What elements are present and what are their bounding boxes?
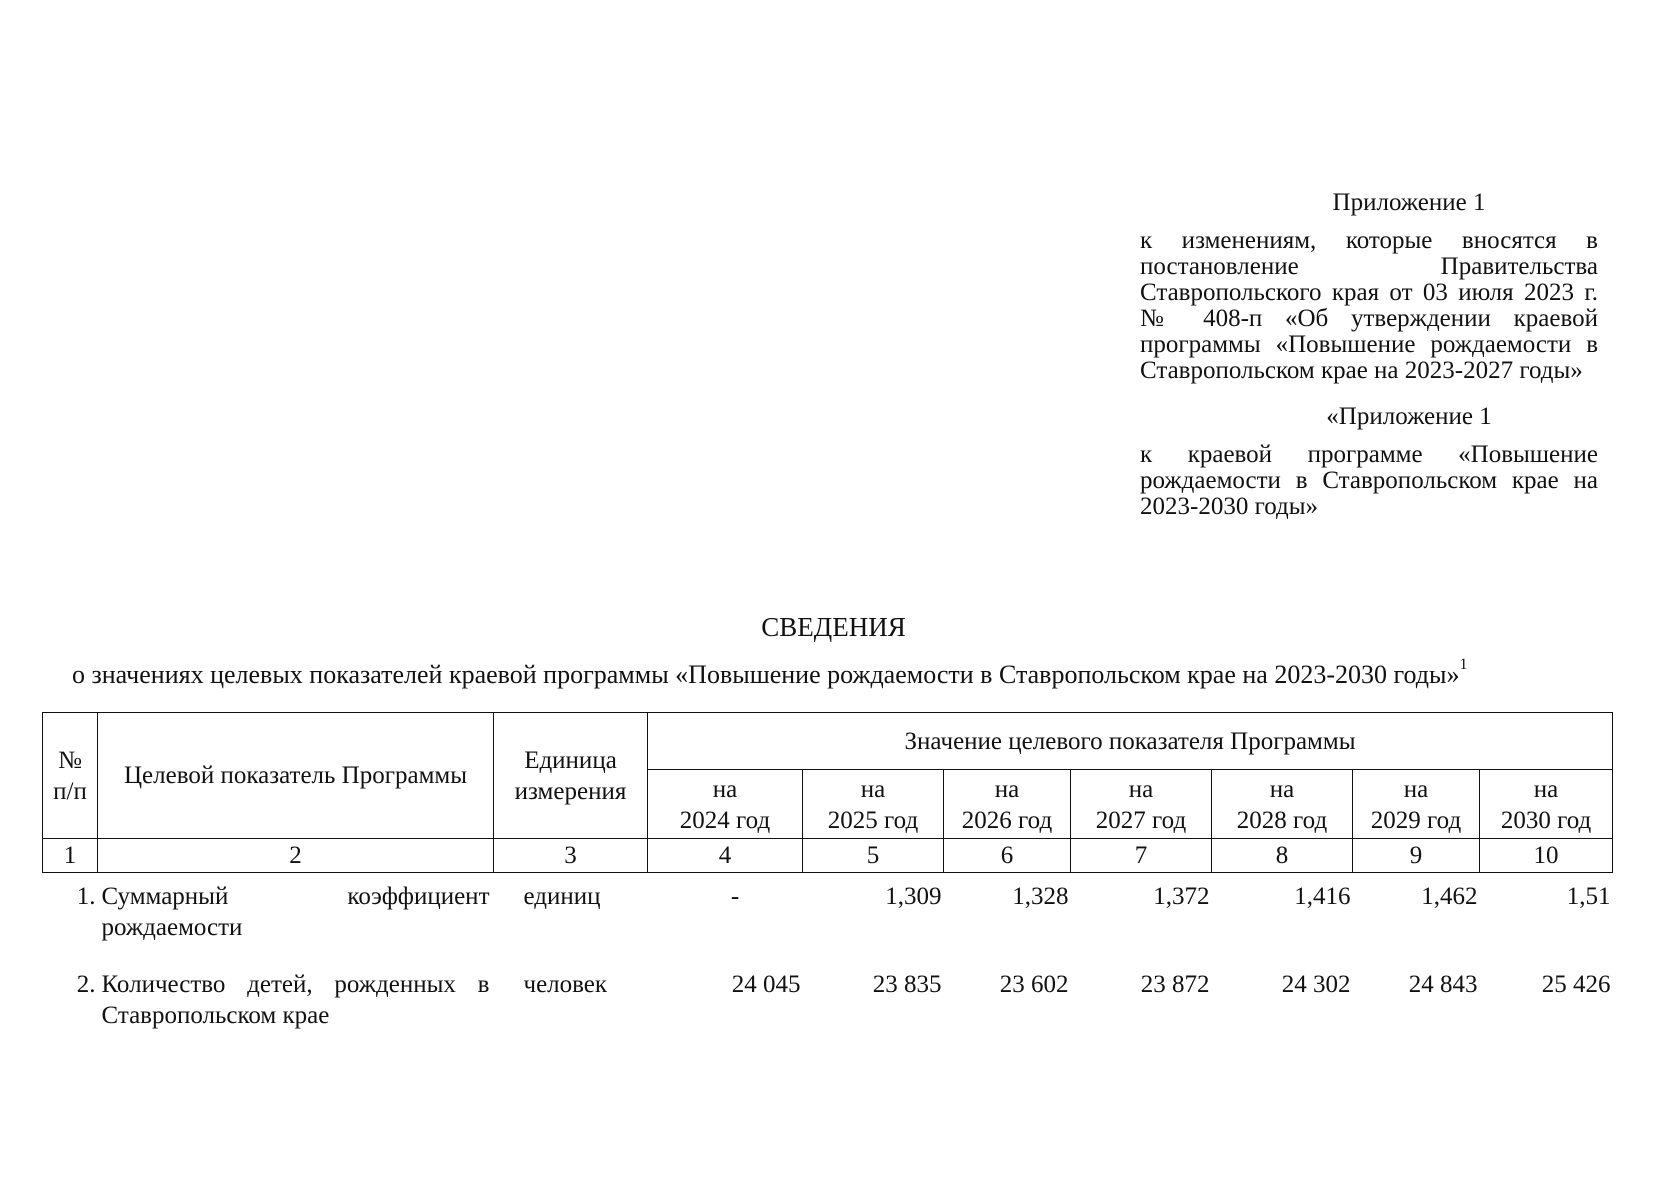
value-cell: 24 045 bbox=[731, 971, 801, 998]
unit-cell: человек bbox=[523, 971, 608, 998]
column-numbers-row bbox=[43, 839, 1613, 873]
value-cell: 24 302 bbox=[1281, 971, 1351, 998]
appendix-heading-2: «Приложение 1 bbox=[1326, 403, 1492, 430]
value-cell: 1,462 bbox=[1421, 883, 1478, 910]
document-subtitle bbox=[72, 656, 1468, 690]
header-indicator: Целевой показатель Программы bbox=[98, 713, 494, 839]
header-no: № п/п bbox=[43, 713, 98, 839]
value-cell: 1,328 bbox=[1012, 883, 1069, 910]
header-unit: Единица измерения bbox=[494, 713, 648, 839]
header-year: на 2024 год bbox=[648, 770, 803, 839]
indicators-table bbox=[42, 712, 1613, 1031]
column-number: 9 bbox=[1353, 839, 1480, 873]
column-number: 5 bbox=[803, 839, 944, 873]
value-cell: 23 872 bbox=[1140, 971, 1210, 998]
column-number: 8 bbox=[1212, 839, 1353, 873]
value-cell: - bbox=[730, 883, 740, 910]
value-cell: 1,416 bbox=[1294, 883, 1351, 910]
column-number: 4 bbox=[648, 839, 803, 873]
header-row-1 bbox=[43, 713, 1613, 770]
header-year: на 2029 год bbox=[1353, 770, 1480, 839]
indicator-name: Суммарный коэффициент рождаемости bbox=[101, 883, 490, 941]
appendix-text-2: к краевой программе «Повышение рождаемости в Ставропольском крае на 2023-2030 годы» bbox=[1140, 441, 1598, 520]
value-cell: 25 426 bbox=[1541, 971, 1611, 998]
subtitle-text: о значениях целевых показателей краевой программы «Повышение рождаемости в Ставропольском крае на 2023-2030 годы» bbox=[72, 660, 1460, 689]
row-number: 1. bbox=[76, 883, 96, 910]
table-row bbox=[43, 961, 1613, 1031]
table-row bbox=[43, 873, 1613, 962]
value-cell: 23 835 bbox=[872, 971, 942, 998]
value-cell: 24 843 bbox=[1408, 971, 1478, 998]
column-number: 1 bbox=[43, 839, 98, 873]
footnote-marker: 1 bbox=[1459, 656, 1468, 673]
header-year: на 2027 год bbox=[1071, 770, 1212, 839]
appendix-heading: Приложение 1 bbox=[1332, 189, 1486, 216]
column-number: 2 bbox=[98, 839, 494, 873]
row-number: 2. bbox=[76, 971, 96, 998]
header-year: на 2025 год bbox=[803, 770, 944, 839]
column-number: 6 bbox=[944, 839, 1071, 873]
value-cell: 1,51 bbox=[1566, 883, 1611, 910]
column-number: 7 bbox=[1071, 839, 1212, 873]
header-year: на 2030 год bbox=[1480, 770, 1613, 839]
indicator-name: Количество детей, рожденных в Ставропольском крае bbox=[101, 971, 490, 1029]
appendix-text: к изменениям, которые вносятся в постановление Правительства Ставропольского края от 03 июля 2023 г. № 408-п «Об утверждении краевой программы «Повышение рождаемости в Ставропольском крае на 2023-2027 годы» bbox=[1140, 227, 1598, 384]
value-cell: 1,372 bbox=[1153, 883, 1210, 910]
header-value-group: Значение целевого показателя Программы bbox=[648, 713, 1613, 770]
document-title: СВЕДЕНИЯ bbox=[761, 612, 906, 642]
column-number: 10 bbox=[1480, 839, 1613, 873]
column-number: 3 bbox=[494, 839, 648, 873]
value-cell: 23 602 bbox=[999, 971, 1069, 998]
value-cell: 1,309 bbox=[885, 883, 942, 910]
header-year: на 2026 год bbox=[944, 770, 1071, 839]
unit-cell: единиц bbox=[523, 883, 601, 910]
appendix-block bbox=[1140, 190, 1598, 520]
header-year: на 2028 год bbox=[1212, 770, 1353, 839]
